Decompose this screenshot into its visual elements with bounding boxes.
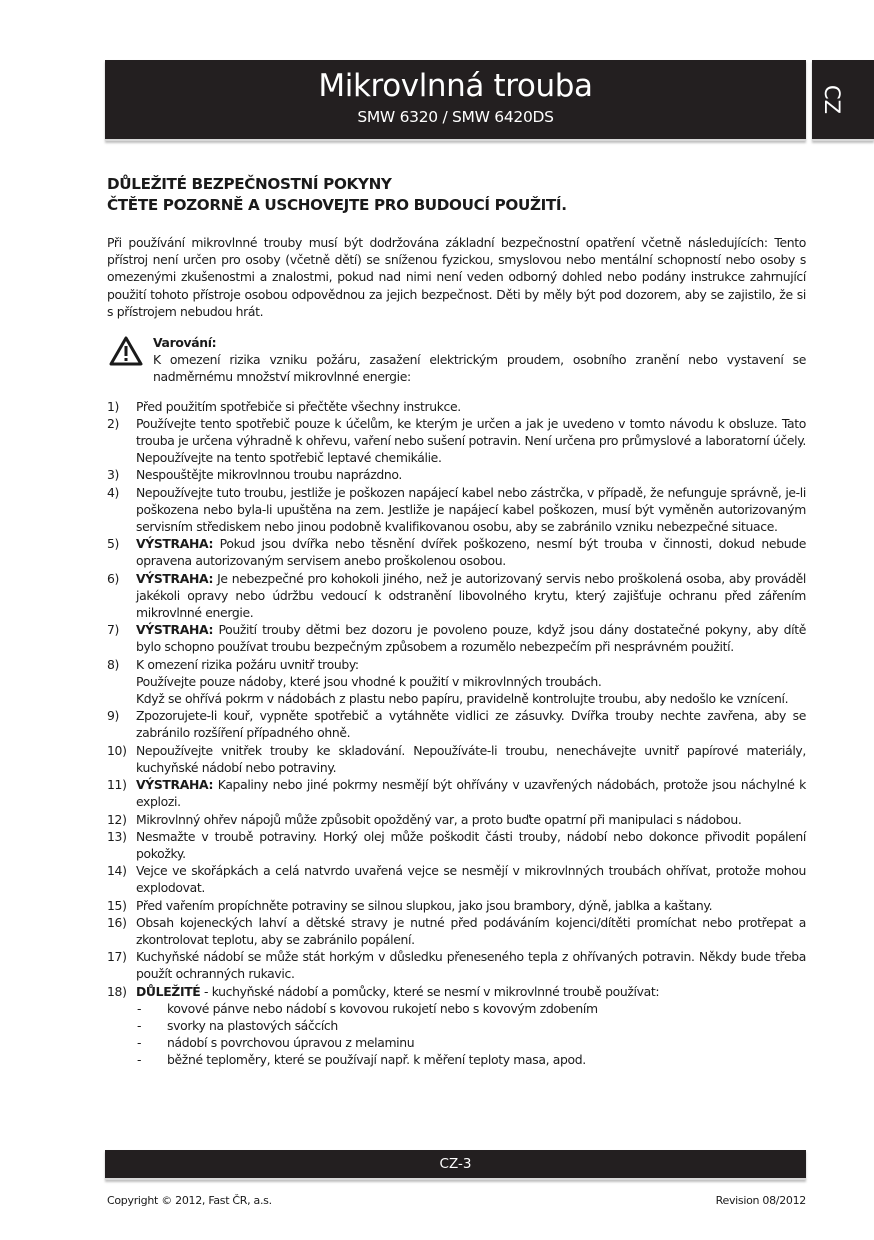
list-item-number: 4) xyxy=(107,484,120,500)
list-item-text: - kuchyňské nádobí a pomůcky, které se nesmí v mikrovlnné troubě používat: xyxy=(200,983,660,999)
list-item xyxy=(107,983,806,1000)
dash-list-item xyxy=(107,1034,806,1051)
list-item-text: Mikrovlnný ohřev nápojů může způsobit opožděný var, a proto buďte opatrní při manipulaci s nádobou. xyxy=(136,811,742,827)
list-item-text: Obsah kojeneckých lahví a dětské stravy je nutné před podáváním kojenci/dítěti promíchat nebo protřepat a zkontrolovat teplotu, aby se zabránilo popálení. xyxy=(136,914,806,947)
dash-list-item xyxy=(107,1017,806,1034)
list-item-text: Je nebezpečné pro kohokoli jiného, než je autorizovaný servis nebo proškolená osoba, aby prováděl jakékoli opravy nebo údržbu vedoucí k odstranění libovolného krytu, který zajišťuje ochranu před zářením mikrovlnné energie. xyxy=(136,570,806,621)
list-item-body xyxy=(136,536,806,568)
list-item-text: Nepoužívejte tuto troubu, jestliže je poškozen napájecí kabel nebo zástrčka, v případě, že nefunguje správně, je-li poškozena nebo byla-li upuštěna na zem. Jestliže je napájecí kabel poškozen, musí být vyměněn autorizovaným servisním střediskem nebo jinou podobně kvalifikovanou osobu, aby se zabránilo vzniku nebezpečné situace. xyxy=(136,484,806,535)
list-item xyxy=(107,398,806,415)
list-item-number: 6) xyxy=(107,570,120,586)
list-item-subline: Používejte pouze nádoby, které jsou vhodné k použití v mikrovlnných troubách. xyxy=(136,673,602,689)
section-heading-2: ČTĚTE POZORNĚ A USCHOVEJTE PRO BUDOUCÍ POUŽITÍ. xyxy=(107,196,567,214)
safety-instructions-list xyxy=(107,398,806,1069)
model-numbers: SMW 6320 / SMW 6420DS xyxy=(357,108,554,126)
list-item-text: Používejte tento spotřebič pouze k účelům, ke kterým je určen a jak je uvedeno v tomto návodu k obsluze. Tato trouba je určena výhradně k ohřevu, vaření nebo sušení potravin. Není určena pro průmyslové a laboratorní účely. Nepoužívejte na tento spotřebič leptavé chemikálie. xyxy=(136,415,806,466)
list-item-number: 1) xyxy=(107,398,120,414)
page-number: CZ-3 xyxy=(439,1156,472,1172)
list-item xyxy=(107,811,806,828)
list-item-body xyxy=(136,829,806,861)
section-heading-1: DŮLEŽITÉ BEZPEČNOSTNÍ POKYNY xyxy=(107,175,392,193)
list-item-text: Zpozorujete-li kouř, vypněte spotřebič a vytáhněte vidlici ze zásuvky. Dvířka trouby nechte zavřena, aby se zabránilo rozšíření případného ohně. xyxy=(136,708,806,741)
list-item-number: 10) xyxy=(107,742,127,758)
list-item-number: 15) xyxy=(107,897,127,913)
list-item-body xyxy=(136,915,806,947)
list-item xyxy=(107,776,806,810)
list-item-text: Nespouštějte mikrovlnnou troubu naprázdno. xyxy=(136,467,402,483)
list-item-body xyxy=(136,898,712,913)
warning-triangle-icon xyxy=(109,336,143,366)
list-item-number: 11) xyxy=(107,777,127,793)
list-item-number: 13) xyxy=(107,828,127,844)
list-item-text: Před vařením propíchněte potraviny se silnou slupkou, jako jsou brambory, dýně, jablka a kaštany. xyxy=(136,897,713,913)
list-item-text: Kuchyňské nádobí se může stát horkým v důsledku přeneseného tepla z ohřívaných potravin. Někdy bude třeba použít ochranných rukavic. xyxy=(136,949,806,982)
list-item-body xyxy=(136,812,741,827)
warning-title: Varování: xyxy=(153,335,217,351)
dash-bullet: - xyxy=(137,1000,142,1016)
dash-item-text: běžné teploměry, které se používají např. k měření teploty masa, apod. xyxy=(167,1052,586,1068)
list-item xyxy=(107,621,806,655)
language-code: CZ xyxy=(820,84,844,115)
list-item-body xyxy=(136,984,659,999)
forbidden-utensils-list xyxy=(107,1000,806,1069)
dash-list-item xyxy=(107,1051,806,1068)
list-item-body xyxy=(136,622,806,654)
list-item-emphasis: VÝSTRAHA: xyxy=(136,570,214,586)
language-tab-label xyxy=(812,60,852,139)
list-item xyxy=(107,828,806,862)
list-item-text: Nesmažte v troubě potraviny. Horký olej může poškodit části trouby, nádobí nebo dokonce přivodit popálení pokožky. xyxy=(136,828,806,861)
warning-block xyxy=(107,334,806,386)
list-item xyxy=(107,535,806,569)
list-item-body xyxy=(136,949,806,981)
list-item-body xyxy=(136,657,359,672)
list-item-number: 3) xyxy=(107,467,120,483)
list-item-body xyxy=(136,399,461,414)
list-item-body xyxy=(136,743,806,775)
page-number-bar xyxy=(105,1150,806,1180)
list-item-text: Nepoužívejte vnitřek trouby ke skladování. Nepoužíváte-li troubu, nenechávejte uvnitř papírové materiály, kuchyňské nádobí nebo potraviny. xyxy=(136,742,806,775)
page-content xyxy=(107,174,806,1069)
dash-bullet: - xyxy=(137,1017,142,1033)
list-item xyxy=(107,415,806,467)
list-item xyxy=(107,466,806,483)
list-item-body xyxy=(136,467,402,482)
list-item xyxy=(107,656,806,708)
list-item-body xyxy=(136,777,806,809)
list-item-text: Kapaliny nebo jiné pokrmy nesmějí být ohřívány v uzavřených nádobách, protože jsou náchylné k explozi. xyxy=(136,777,806,810)
list-item xyxy=(107,484,806,536)
dash-list-item xyxy=(107,1000,806,1017)
dash-bullet: - xyxy=(137,1052,142,1068)
warning-text: K omezení rizika vzniku požáru, zasažení elektrickým proudem, osobního zranění nebo vystavení se nadměrnému množství mikrovlnné energie: xyxy=(153,352,806,385)
list-item xyxy=(107,742,806,776)
list-item-number: 12) xyxy=(107,811,127,827)
list-item-number: 8) xyxy=(107,656,120,672)
list-item xyxy=(107,707,806,741)
list-item xyxy=(107,897,806,914)
list-item xyxy=(107,948,806,982)
list-item-body xyxy=(136,571,806,620)
list-item-text: K omezení rizika požáru uvnitř trouby: xyxy=(136,656,359,672)
list-item-subline: Když se ohřívá pokrm v nádobách z plastu nebo papíru, pravidelně kontrolujte troubu, aby nedošlo ke vznícení. xyxy=(136,691,789,707)
list-item-number: 16) xyxy=(107,914,127,930)
dash-bullet: - xyxy=(137,1035,142,1051)
list-item-body xyxy=(136,708,806,740)
list-item-number: 17) xyxy=(107,949,127,965)
list-item-emphasis: VÝSTRAHA: xyxy=(136,536,214,552)
list-item xyxy=(107,914,806,948)
list-item-text: Použití trouby dětmi bez dozoru je povoleno pouze, když jsou dány dostatečné pokyny, aby dítě bylo schopno používat troubu bezpečným způsobem a rozumělo nebezpečím při nesprávném použití. xyxy=(136,622,806,655)
revision-text: Revision 08/2012 xyxy=(715,1194,806,1207)
list-item-number: 9) xyxy=(107,708,120,724)
list-item-emphasis: DŮLEŽITÉ xyxy=(136,983,201,999)
header-bar xyxy=(105,60,806,141)
list-item xyxy=(107,570,806,622)
document-title: Mikrovlnná trouba xyxy=(318,68,593,104)
list-item-body xyxy=(136,416,806,465)
intro-paragraph: Při používání mikrovlnné trouby musí být dodržována základní bezpečnostní opatření včetně následujících: Tento přístroj není určen pro osoby (včetně dětí) se sníženou fyzickou, smyslovou nebo mentální schopností nebo osoby s omezenými zkušenostmi a znalostmi, pokud nad nimi není veden odborný dohled nebo podány instrukce zahrnující použití tohoto přístroje osobou odpovědnou za jejich bezpečnost. Děti by měly být pod dozorem, aby se zajistilo, že si s přístrojem nebudou hrát. xyxy=(107,235,806,319)
list-item-text: Vejce ve skořápkách a celá natvrdo uvařená vejce se nesmějí v mikrovlnných troubách ohřívat, protože mohou explodovat. xyxy=(136,863,806,896)
list-item-text: Před použitím spotřebiče si přečtěte všechny instrukce. xyxy=(136,398,461,414)
list-item-number: 7) xyxy=(107,622,120,638)
language-tab xyxy=(812,60,874,141)
list-item-number: 14) xyxy=(107,863,127,879)
list-item-body xyxy=(136,485,806,534)
list-item-emphasis: VÝSTRAHA: xyxy=(136,622,214,638)
list-item-number: 2) xyxy=(107,415,120,431)
dash-item-text: nádobí s povrchovou úpravou z melaminu xyxy=(167,1035,415,1051)
list-item-number: 5) xyxy=(107,536,120,552)
list-item xyxy=(107,862,806,896)
list-item-number: 18) xyxy=(107,983,127,999)
list-item-text: Pokud jsou dvířka nebo těsnění dvířek poškozeno, nesmí být trouba v činnosti, dokud nebude opravena autorizovaným servisem anebo proškolenou osobou. xyxy=(136,536,806,569)
copyright-text: Copyright © 2012, Fast ČR, a.s. xyxy=(107,1194,272,1207)
list-item-body xyxy=(136,863,806,895)
dash-item-text: svorky na plastových sáčcích xyxy=(167,1017,338,1033)
list-item-emphasis: VÝSTRAHA: xyxy=(136,777,214,793)
dash-item-text: kovové pánve nebo nádobí s kovovou rukojetí nebo s kovovým zdobením xyxy=(167,1000,598,1016)
